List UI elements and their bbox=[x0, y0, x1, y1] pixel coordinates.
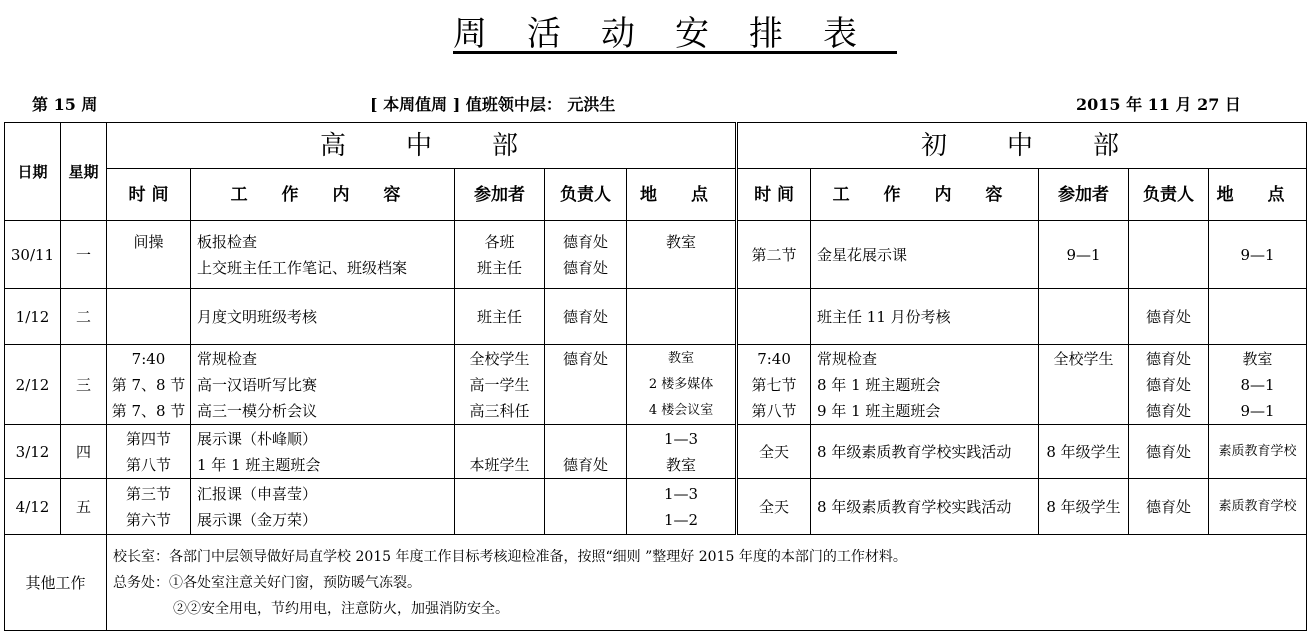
cell-line: 第六节 bbox=[125, 510, 171, 529]
cell-line: 全天 bbox=[759, 442, 790, 461]
junior-content-cell bbox=[811, 289, 1039, 345]
cell-line: 第二节 bbox=[751, 245, 797, 264]
cell-line bbox=[549, 481, 622, 507]
junior-owner-cell bbox=[1129, 425, 1209, 479]
junior-participants-cell bbox=[1039, 345, 1129, 425]
junior-time-header: 时 间 bbox=[737, 169, 811, 221]
cell-line: 8 年级素质教育学校实践活动 bbox=[817, 497, 1012, 516]
cell-line: 高三科任 bbox=[469, 401, 530, 420]
senior-owner-cell bbox=[545, 289, 627, 345]
cell-line: 间操 bbox=[133, 233, 164, 251]
senior-participants-cell bbox=[455, 345, 545, 425]
col-date-header: 日期 bbox=[5, 123, 61, 221]
cell-line: 第 7、8 节 bbox=[111, 401, 186, 420]
cell-line: 全校学生 bbox=[1053, 349, 1114, 368]
junior-participants-cell bbox=[1039, 221, 1129, 289]
row-weekday: 四 bbox=[61, 425, 107, 479]
junior-location-cell bbox=[1209, 425, 1307, 479]
table-row bbox=[5, 289, 1307, 345]
junior-content-cell bbox=[811, 479, 1039, 535]
cell-line: 1 年 1 班主题班会 bbox=[197, 455, 321, 474]
cell-line: 班主任 bbox=[476, 258, 522, 277]
junior-location-header: 地 点 bbox=[1209, 169, 1307, 221]
cell-line: 第八节 bbox=[751, 401, 797, 420]
senior-participants-cell bbox=[455, 479, 545, 535]
cell-line: 全校学生 bbox=[469, 349, 530, 368]
row-date: 2/12 bbox=[5, 345, 61, 425]
cell-line: 7:40 bbox=[757, 349, 791, 368]
row-date: 1/12 bbox=[5, 289, 61, 345]
cell-line bbox=[549, 372, 622, 398]
cell-line: 8 年级学生 bbox=[1046, 442, 1121, 461]
junior-content-cell bbox=[811, 221, 1039, 289]
cell-line bbox=[459, 507, 540, 533]
cell-line bbox=[1043, 372, 1124, 398]
junior-content-header: 工 作 内 容 bbox=[811, 169, 1039, 221]
senior-time-cell bbox=[107, 345, 191, 425]
cell-line: 常规检查 bbox=[197, 349, 258, 368]
senior-owner-cell bbox=[545, 479, 627, 535]
other-work-line: 校长室：各部门中层领导做好局直学校 2015 年度工作目标考核迎检准备，按照“细则 ”整理好 2015 年度的本部门的工作材料。 bbox=[113, 548, 907, 565]
other-work-label: 其他工作 bbox=[5, 535, 107, 631]
cell-line: 高一学生 bbox=[469, 375, 530, 394]
page-title: 周活动安排表 bbox=[453, 14, 897, 54]
senior-content-cell bbox=[191, 289, 455, 345]
cell-line: 8—1 bbox=[1240, 375, 1275, 394]
row-date: 30/11 bbox=[5, 221, 61, 289]
cell-line bbox=[631, 304, 731, 330]
other-work-row bbox=[5, 535, 1307, 631]
cell-line bbox=[459, 481, 540, 507]
senior-location-cell bbox=[627, 479, 737, 535]
cell-line: 9—1 bbox=[1240, 401, 1275, 420]
junior-time-cell bbox=[737, 425, 811, 479]
senior-content-cell bbox=[191, 425, 455, 479]
row-date: 4/12 bbox=[5, 479, 61, 535]
cell-line bbox=[549, 426, 622, 452]
cell-line bbox=[549, 507, 622, 533]
senior-location-cell bbox=[627, 425, 737, 479]
cell-line: 教室 bbox=[1242, 349, 1273, 368]
junior-dept-header: 初中部 bbox=[737, 123, 1307, 169]
cell-line bbox=[1043, 398, 1124, 424]
senior-owner-cell bbox=[545, 425, 627, 479]
cell-line: 班主任 11 月份考核 bbox=[817, 307, 951, 326]
cell-line bbox=[459, 426, 540, 452]
senior-dept-header: 高中部 bbox=[107, 123, 737, 169]
junior-content-cell bbox=[811, 425, 1039, 479]
senior-location-cell bbox=[627, 221, 737, 289]
junior-owner-cell bbox=[1129, 221, 1209, 289]
senior-time-cell bbox=[107, 479, 191, 535]
junior-participants-cell bbox=[1039, 425, 1129, 479]
cell-line: 8 年 1 班主题班会 bbox=[817, 375, 941, 394]
cell-line: 汇报课（申喜莹） bbox=[197, 484, 318, 503]
other-work-line: 总务处：①各处室注意关好门窗，预防暖气冻裂。 bbox=[113, 574, 421, 591]
cell-line bbox=[1133, 242, 1204, 268]
cell-line: 金星花展示课 bbox=[817, 245, 908, 264]
senior-time-cell bbox=[107, 289, 191, 345]
senior-location-cell bbox=[627, 289, 737, 345]
cell-line bbox=[549, 398, 622, 424]
cell-line: 常规检查 bbox=[817, 349, 878, 368]
cell-line: 教室 bbox=[668, 350, 695, 366]
junior-location-cell bbox=[1209, 345, 1307, 425]
senior-owner-header: 负责人 bbox=[545, 169, 627, 221]
cell-line: 高三一模分析会议 bbox=[197, 401, 318, 420]
cell-line: 德育处 bbox=[562, 232, 608, 251]
junior-time-cell bbox=[737, 479, 811, 535]
row-weekday: 三 bbox=[61, 345, 107, 425]
cell-line bbox=[1213, 304, 1302, 330]
cell-line: 德育处 bbox=[1146, 307, 1192, 326]
cell-line: 4 楼会议室 bbox=[648, 402, 714, 418]
cell-line bbox=[631, 255, 731, 281]
cell-line: 9—1 bbox=[1066, 245, 1101, 264]
senior-content-cell bbox=[191, 479, 455, 535]
row-weekday: 一 bbox=[61, 221, 107, 289]
junior-owner-header: 负责人 bbox=[1129, 169, 1209, 221]
cell-line: 班主任 bbox=[476, 307, 522, 326]
cell-line: 教室 bbox=[666, 455, 697, 474]
senior-owner-cell bbox=[545, 221, 627, 289]
cell-line: 德育处 bbox=[1146, 349, 1192, 368]
junior-content-cell bbox=[811, 345, 1039, 425]
cell-line: 第七节 bbox=[751, 375, 797, 394]
senior-owner-cell bbox=[545, 345, 627, 425]
cell-line: 高一汉语听写比赛 bbox=[197, 375, 318, 394]
row-weekday: 二 bbox=[61, 289, 107, 345]
week-number: 第 15 周 bbox=[32, 95, 98, 114]
cell-line: 德育处 bbox=[562, 258, 608, 277]
col-weekday-header: 星期 bbox=[61, 123, 107, 221]
senior-time-cell bbox=[107, 221, 191, 289]
cell-line: 第八节 bbox=[125, 455, 171, 474]
junior-time-cell bbox=[737, 345, 811, 425]
other-work-content bbox=[107, 535, 1307, 631]
junior-location-cell bbox=[1209, 221, 1307, 289]
cell-line: 教室 bbox=[666, 233, 697, 251]
cell-line: 展示课（朴峰顺） bbox=[197, 429, 318, 448]
table-row bbox=[5, 425, 1307, 479]
senior-content-cell bbox=[191, 345, 455, 425]
junior-time-cell bbox=[737, 289, 811, 345]
cell-line bbox=[111, 304, 186, 330]
schedule-table bbox=[4, 122, 1307, 631]
cell-line: 8 年级素质教育学校实践活动 bbox=[817, 442, 1012, 461]
cell-line: 8 年级学生 bbox=[1046, 497, 1121, 516]
junior-location-cell bbox=[1209, 479, 1307, 535]
cell-line: 德育处 bbox=[1146, 401, 1192, 420]
junior-participants-cell bbox=[1039, 479, 1129, 535]
cell-line: 1—3 bbox=[663, 484, 699, 503]
table-row bbox=[5, 345, 1307, 425]
senior-participants-header: 参加者 bbox=[455, 169, 545, 221]
cell-line bbox=[742, 304, 806, 330]
document-date: 2015 年 11 月 27 日 bbox=[1076, 95, 1241, 114]
row-weekday: 五 bbox=[61, 479, 107, 535]
cell-line: 月度文明班级考核 bbox=[197, 307, 318, 326]
cell-line: 9 年 1 班主题班会 bbox=[817, 401, 941, 420]
cell-line: 2 楼多媒体 bbox=[648, 376, 714, 392]
senior-time-cell bbox=[107, 425, 191, 479]
cell-line: 板报检查 bbox=[197, 232, 258, 251]
other-work-line: ②②安全用电，节约用电，注意防火，加强消防安全。 bbox=[173, 600, 509, 617]
table-row bbox=[5, 479, 1307, 535]
row-date: 3/12 bbox=[5, 425, 61, 479]
cell-line: 全天 bbox=[759, 497, 790, 516]
cell-line: 德育处 bbox=[1146, 442, 1192, 461]
cell-line: 各班 bbox=[484, 232, 515, 251]
cell-line: 德育处 bbox=[562, 455, 608, 474]
senior-time-header: 时 间 bbox=[107, 169, 191, 221]
junior-owner-cell bbox=[1129, 289, 1209, 345]
cell-line: 上交班主任工作笔记、班级档案 bbox=[197, 258, 408, 277]
cell-line: 素质教育学校 bbox=[1218, 498, 1297, 514]
cell-line: 7:40 bbox=[131, 349, 166, 368]
senior-participants-cell bbox=[455, 289, 545, 345]
cell-line: 本班学生 bbox=[469, 455, 530, 474]
cell-line: 第四节 bbox=[125, 429, 171, 448]
cell-line: 1—3 bbox=[663, 429, 699, 448]
cell-line: 德育处 bbox=[562, 307, 608, 326]
junior-owner-cell bbox=[1129, 345, 1209, 425]
cell-line: 第三节 bbox=[125, 484, 171, 503]
junior-participants-cell bbox=[1039, 289, 1129, 345]
table-row bbox=[5, 221, 1307, 289]
junior-time-cell bbox=[737, 221, 811, 289]
senior-participants-cell bbox=[455, 221, 545, 289]
junior-participants-header: 参加者 bbox=[1039, 169, 1129, 221]
duty-leader: [ 本周值周 ] 值班领中层： 元洪生 bbox=[370, 95, 616, 114]
cell-line: 德育处 bbox=[1146, 375, 1192, 394]
cell-line: 德育处 bbox=[562, 349, 608, 368]
senior-content-cell bbox=[191, 221, 455, 289]
cell-line: 9—1 bbox=[1240, 245, 1275, 264]
senior-location-header: 地 点 bbox=[627, 169, 737, 221]
cell-line bbox=[111, 255, 186, 281]
cell-line bbox=[1043, 304, 1124, 330]
senior-content-header: 工 作 内 容 bbox=[191, 169, 455, 221]
junior-location-cell bbox=[1209, 289, 1307, 345]
junior-owner-cell bbox=[1129, 479, 1209, 535]
cell-line: 德育处 bbox=[1146, 497, 1192, 516]
senior-participants-cell bbox=[455, 425, 545, 479]
cell-line: 1—2 bbox=[663, 510, 699, 529]
cell-line: 素质教育学校 bbox=[1218, 443, 1297, 459]
cell-line: 展示课（金万荣） bbox=[197, 510, 318, 529]
senior-location-cell bbox=[627, 345, 737, 425]
cell-line: 第 7、8 节 bbox=[111, 375, 186, 394]
